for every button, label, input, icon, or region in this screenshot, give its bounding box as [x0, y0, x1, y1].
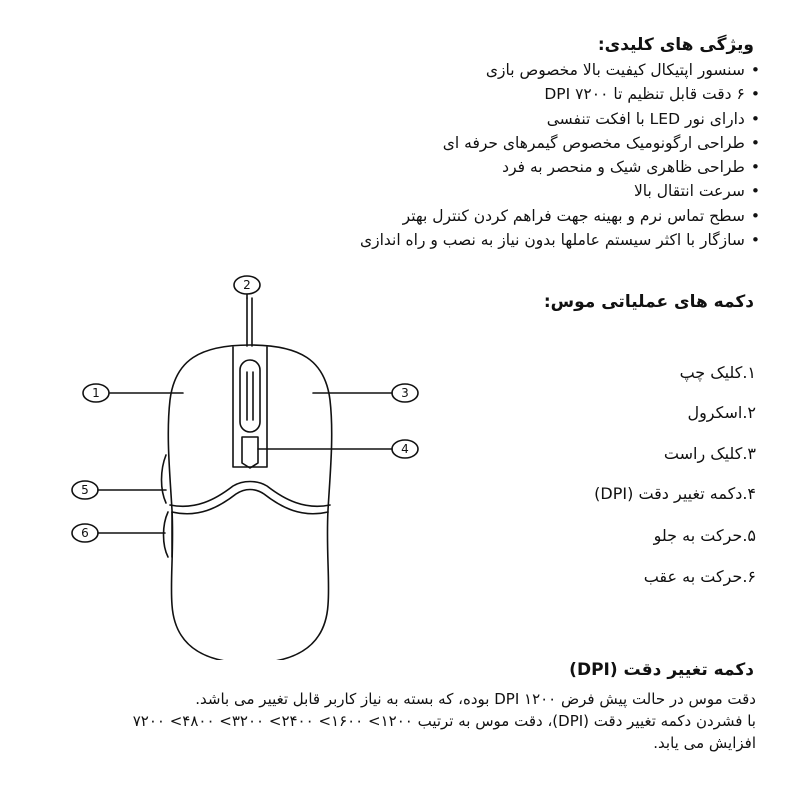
dpi-paragraph-line: دقت موس در حالت پیش فرض DPI ۱۲۰۰ بوده، که بسته به نیاز کاربر قابل تغییر می باشد.: [195, 690, 756, 708]
scroll-wheel: [240, 360, 260, 432]
features-title: ویژگی های کلیدی:: [597, 35, 754, 55]
dpi-section-body: [16, 688, 756, 754]
list-item: • سطح تماس نرم و بهینه جهت فراهم کردن کنترل بهتر: [40, 204, 760, 228]
button-label-right-click: ۳.کلیک راست: [663, 444, 756, 463]
list-item: • طراحی ظاهری شیک و منحصر به فرد: [40, 155, 760, 179]
list-item: • سنسور اپتیکال کیفیت بالا مخصوص بازی: [40, 58, 760, 82]
callout-number: 5: [81, 483, 89, 497]
mouse-diagram: [0, 260, 500, 660]
list-item: • سرعت انتقال بالا: [40, 179, 760, 203]
forward-side-button: [162, 455, 167, 503]
mouse-outline: [168, 345, 331, 660]
button-label-forward: ۵.حرکت به جلو: [653, 526, 756, 545]
callout-number: 1: [92, 386, 100, 400]
callout-number: 2: [243, 278, 251, 292]
features-list: [40, 58, 760, 252]
callout-number: 3: [401, 386, 409, 400]
list-item: • سازگار با اکثر سیستم عاملها بدون نیاز به نصب و راه اندازی: [40, 228, 760, 252]
dpi-section-title: دکمه تغییر دقت (DPI): [569, 660, 754, 680]
list-item: • دارای نور LED با افکت تنفسی: [40, 107, 760, 131]
button-label-scroll: ۲.اسکرول: [687, 403, 756, 422]
dpi-paragraph-line: افزایش می یابد.: [653, 734, 756, 752]
list-item: • ۶ دقت قابل تنظیم تا DPI ۷۲۰۰: [40, 82, 760, 106]
palm-curve: [172, 490, 328, 514]
list-item: • طراحی ارگونومیک مخصوص گیمرهای حرفه ای: [40, 131, 760, 155]
dpi-paragraph-line: با فشردن دکمه تغییر دقت (DPI)، دقت موس به ترتیب ۱۲۰۰> ۱۶۰۰> ۲۴۰۰> ۳۲۰۰> ۴۸۰۰> ۷۲۰۰: [132, 712, 756, 730]
scroll-wheel-detail: [247, 372, 253, 420]
button-label-dpi: ۴.دکمه تغییر دقت (DPI): [594, 484, 756, 503]
back-side-button: [164, 512, 169, 557]
button-label-left-click: ۱.کلیک چپ: [679, 363, 756, 382]
button-label-back: ۶.حرکت به عقب: [643, 567, 756, 586]
buttons-title: دکمه های عملیاتی موس:: [543, 292, 754, 312]
callout-number: 4: [401, 442, 409, 456]
dpi-button: [242, 437, 258, 468]
callout-number: 6: [81, 526, 89, 540]
palm-curve: [170, 482, 330, 507]
